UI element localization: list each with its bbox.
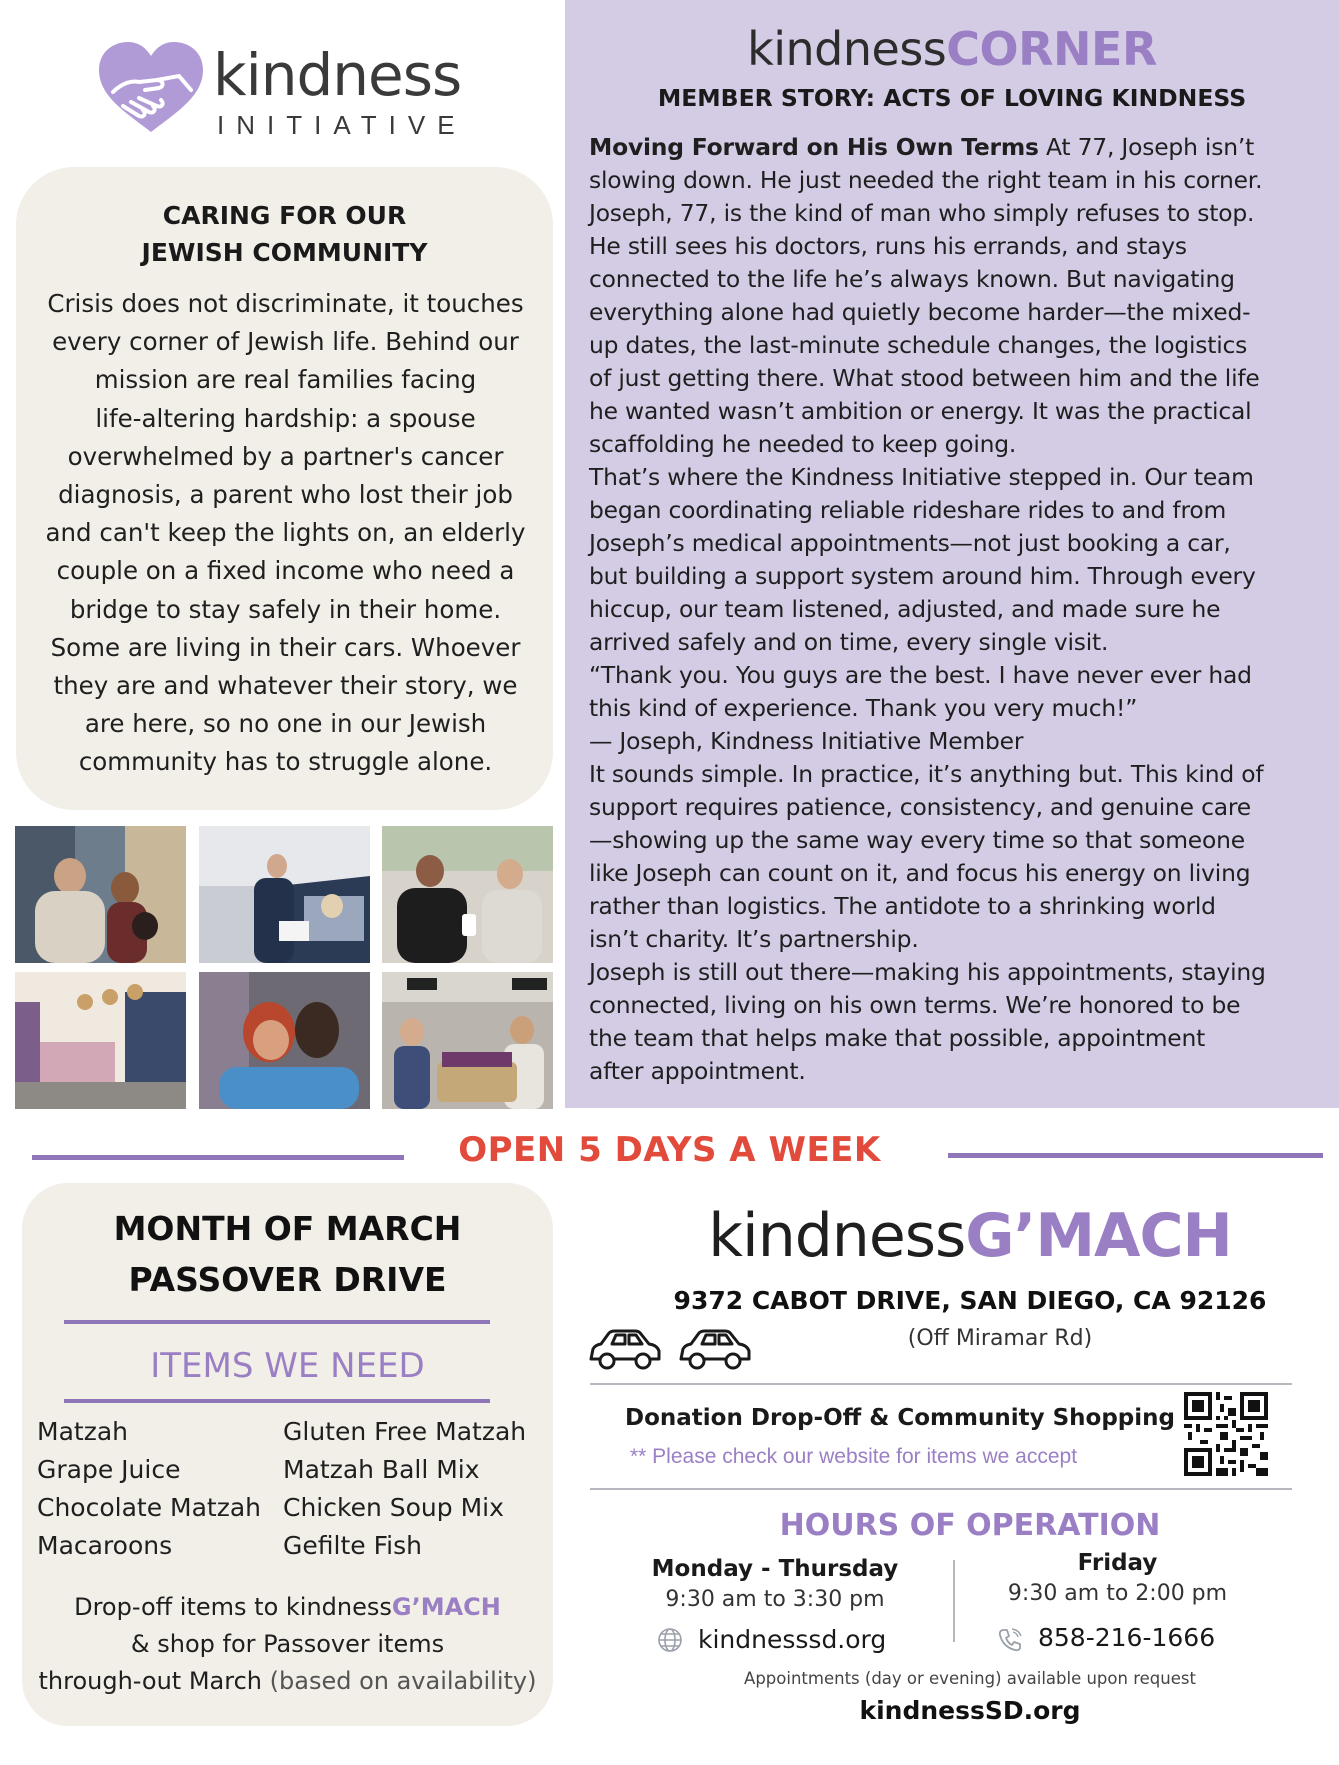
list-item: Gluten Free Matzah — [283, 1417, 527, 1446]
caring-heading-line1: CARING FOR OUR — [162, 201, 407, 230]
passover-heading-line1: MONTH OF MARCH — [113, 1209, 462, 1248]
caring-line: bridge to stay safely in their home. — [69, 594, 502, 624]
items-list-left — [37, 1413, 261, 1565]
gmach-address: 9372 CABOT DRIVE, SAN DIEGO, CA 92126 — [673, 1286, 1267, 1315]
off-road-note: (Off Miramar Rd) — [907, 1326, 1093, 1351]
story-line: began coordinating reliable rideshare rides to and from — [589, 496, 1227, 524]
kindness-corner-title — [565, 20, 1339, 78]
story-line: like Joseph can count on it, and focus his energy on living — [589, 859, 1251, 887]
story-lead-rest: At 77, Joseph isn’t — [1038, 133, 1255, 161]
caring-body — [44, 285, 527, 782]
list-item: Gefilte Fish — [283, 1531, 422, 1560]
drop-line2: & shop for Passover items — [130, 1630, 445, 1658]
items-divider-top — [64, 1320, 490, 1324]
caring-line: and can't keep the lights on, an elderly — [45, 518, 526, 548]
caring-line: community has to struggle alone. — [78, 747, 493, 777]
story-attribution: — Joseph, Kindness Initiative Member — [589, 727, 1024, 755]
list-item: Matzah Ball Mix — [283, 1455, 480, 1484]
story-line: rather than logistics. The antidote to a shrinking world — [589, 892, 1216, 920]
story-line: everything alone had quietly become harder—the mixed- — [589, 298, 1251, 326]
list-item: Macaroons — [37, 1531, 173, 1560]
drop-line3: through-out March — [38, 1667, 270, 1695]
caring-line: life-altering hardship: a spouse — [95, 403, 476, 433]
items-list-right — [283, 1413, 526, 1565]
drop-gmach: G’MACH — [391, 1593, 501, 1621]
caring-line: couple on a fixed income who need a — [56, 556, 515, 586]
mon-thu-label: Monday - Thursday — [651, 1556, 899, 1582]
kindness-corner-panel — [565, 0, 1339, 1108]
story-line: connected, living on his own terms. We’re honored to be — [589, 991, 1241, 1019]
divider — [590, 1488, 1292, 1490]
story-line: hiccup, our team listened, adjusted, and made sure he — [589, 595, 1221, 623]
heart-handshake-icon — [95, 40, 207, 136]
open-days-label: OPEN 5 DAYS A WEEK — [458, 1130, 881, 1170]
drop-prefix: Drop-off items to — [74, 1593, 286, 1621]
list-item: Grape Juice — [37, 1455, 181, 1484]
story-line: He still sees his doctors, runs his errands, and stays — [589, 232, 1187, 260]
photo-clothing-donations — [382, 972, 553, 1109]
qr-code[interactable] — [1184, 1392, 1268, 1476]
story-line: arrived safely and on time, every single visit. — [589, 628, 1109, 656]
story-line: connected to the life he’s always known. But navigating — [589, 265, 1235, 293]
footer-website[interactable]: kindnessSD.org — [859, 1696, 1081, 1725]
mon-thu-hours: 9:30 am to 3:30 pm — [665, 1587, 885, 1612]
hours-divider — [953, 1560, 955, 1642]
story-line: up dates, the last-minute schedule changes, the logistics — [589, 331, 1248, 359]
website-check-note: ** Please check our website for items we accept — [630, 1445, 1078, 1468]
gmach-title-kindness: kindness — [708, 1201, 966, 1271]
caring-line: diagnosis, a parent who lost their job — [58, 480, 513, 510]
right-divider — [948, 1153, 1323, 1158]
story-quote-line: “Thank you. You guys are the best. I have never ever had — [589, 661, 1252, 689]
friday-label: Friday — [1077, 1550, 1158, 1576]
availability-note: (based on availability) — [269, 1667, 537, 1695]
story-line: support requires patience, consistency, and genuine care — [589, 793, 1251, 821]
story-headline: Moving Forward on His Own Terms — [589, 133, 1039, 161]
photo-home-visit — [15, 826, 186, 963]
phone-number[interactable]: 858-216-1666 — [1038, 1623, 1216, 1652]
friday-hours: 9:30 am to 2:00 pm — [1007, 1581, 1228, 1606]
story-lead-line — [589, 131, 1331, 164]
title-corner: CORNER — [946, 22, 1157, 76]
gmach-title-gmach: G’MACH — [965, 1201, 1232, 1271]
caring-line: overwhelmed by a partner's cancer — [67, 441, 504, 471]
member-story-subtitle: MEMBER STORY: ACTS OF LOVING KINDNESS — [657, 84, 1247, 112]
logo-subtitle: INITIATIVE — [217, 110, 467, 140]
passover-heading-line2: PASSOVER DRIVE — [128, 1260, 447, 1299]
globe-icon — [657, 1627, 683, 1653]
caring-line: Some are living in their cars. Whoever — [50, 632, 521, 662]
website-link[interactable]: kindnesssd.org — [698, 1625, 887, 1654]
member-story-body — [589, 131, 1331, 1088]
story-line: Joseph, 77, is the kind of man who simply refuses to stop. — [589, 199, 1255, 227]
caring-community-box — [16, 167, 553, 810]
list-item: Chocolate Matzah — [37, 1493, 262, 1522]
caring-heading-line2: JEWISH COMMUNITY — [141, 238, 428, 267]
story-quote-line: this kind of experience. Thank you very much!” — [589, 694, 1138, 722]
story-line: the team that helps make that possible, appointment — [589, 1024, 1206, 1052]
photo-hug — [199, 972, 370, 1109]
story-line: isn’t charity. It’s partnership. — [589, 925, 919, 953]
items-we-need-title: ITEMS WE NEED — [150, 1346, 425, 1386]
photo-gmach-store — [15, 972, 186, 1109]
story-line: That’s where the Kindness Initiative stepped in. Our team — [589, 463, 1254, 491]
phone-icon — [997, 1627, 1023, 1653]
caring-line: mission are real families facing — [94, 365, 477, 395]
story-line: Joseph’s medical appointments—not just booking a car, — [589, 529, 1231, 557]
divider — [590, 1383, 1292, 1385]
story-line: of just getting there. What stood between him and the life — [589, 364, 1260, 392]
drop-kindness: kindness — [285, 1593, 392, 1621]
kindness-initiative-logo — [95, 40, 485, 140]
story-line: he wanted wasn’t ambition or energy. It was the practical — [589, 397, 1252, 425]
caring-line: every corner of Jewish life. Behind our — [52, 327, 519, 357]
story-line: It sounds simple. In practice, it’s anything but. This kind of — [589, 760, 1264, 788]
story-line: after appointment. — [589, 1057, 806, 1085]
items-divider-bottom — [64, 1399, 490, 1403]
hours-of-operation-title: HOURS OF OPERATION — [779, 1508, 1161, 1543]
caring-heading — [16, 197, 553, 271]
kindness-gmach-title — [600, 1200, 1339, 1272]
appointments-note: Appointments (day or evening) available upon request — [744, 1669, 1196, 1688]
caring-line: are here, so no one in our Jewish — [84, 709, 487, 739]
caring-line: they are and whatever their story, we — [53, 671, 518, 701]
title-kindness: kindness — [747, 22, 947, 76]
passover-heading — [22, 1203, 553, 1305]
story-line: but building a support system around him. Through every — [589, 562, 1256, 590]
dropoff-instructions — [22, 1589, 553, 1700]
story-line: scaffolding he needed to keep going. — [589, 430, 1017, 458]
dropoff-shopping-label: Donation Drop-Off & Community Shopping — [625, 1405, 1175, 1431]
photo-car-delivery — [199, 826, 370, 963]
list-item: Chicken Soup Mix — [283, 1493, 504, 1522]
list-item: Matzah — [37, 1417, 128, 1446]
caring-line: Crisis does not discriminate, it touches — [47, 289, 524, 318]
photo-conversation — [382, 826, 553, 963]
story-line: Joseph is still out there—making his appointments, staying — [589, 958, 1266, 986]
story-line: —showing up the same way every time so that someone — [589, 826, 1245, 854]
passover-drive-box — [22, 1183, 553, 1726]
logo-wordmark: kindness — [213, 41, 462, 109]
story-line: slowing down. He just needed the right team in his corner. — [589, 166, 1263, 194]
